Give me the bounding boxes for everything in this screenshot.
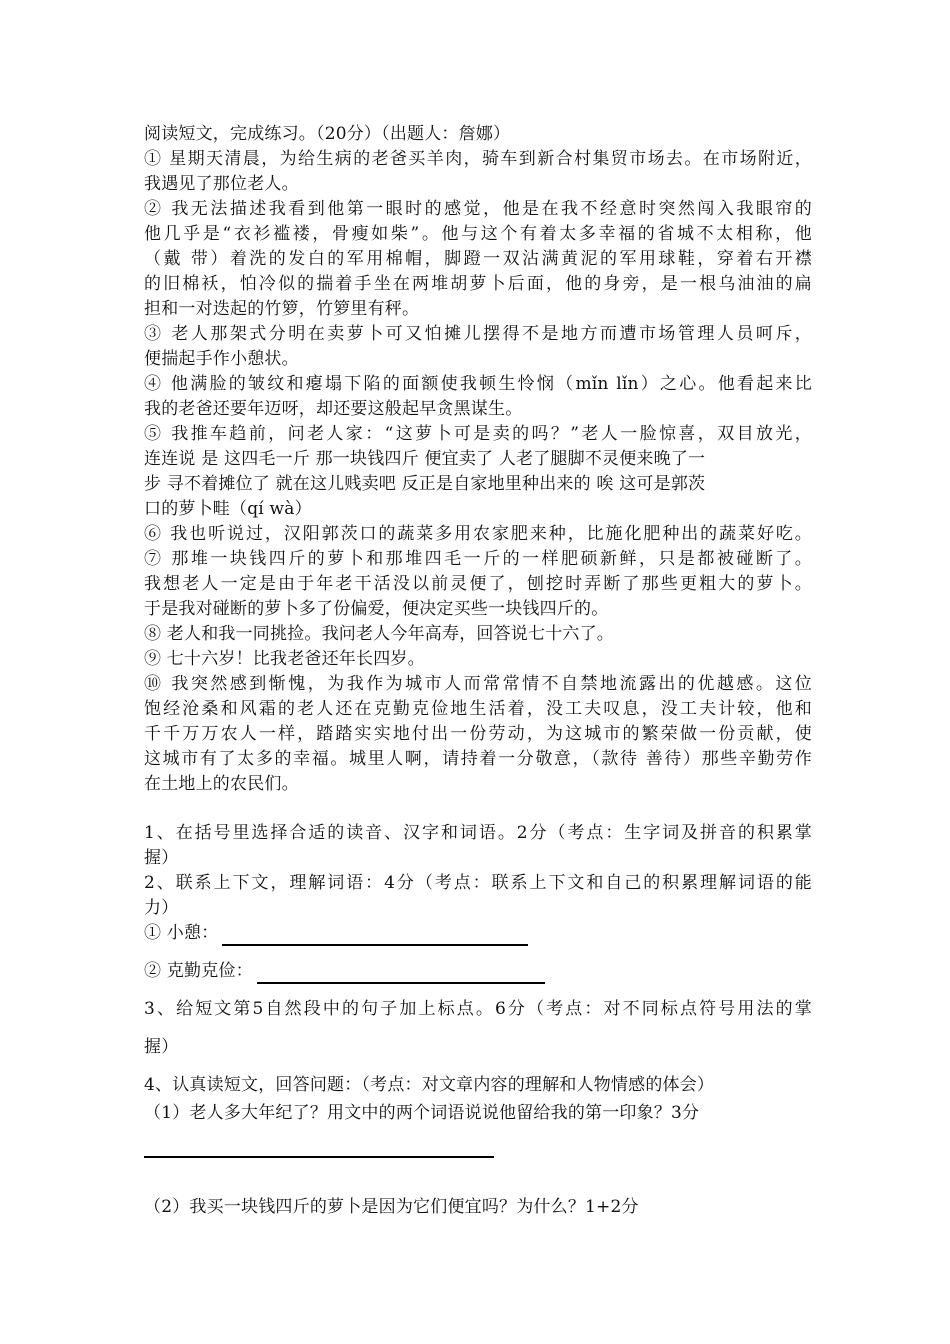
passage-line: 连连说 是 这四毛一斤 那一块钱四斤 便宜卖了 人老了腿脚不灵便来晚了一 bbox=[144, 449, 706, 469]
passage-line: ⑥ 我也听说过，汉阳郭茨口的蔬菜多用农家肥来种，比施化肥种出的蔬菜好吃。 bbox=[144, 524, 812, 544]
passage-line: 我想老人一定是由于年老干活没以前灵便了，刨挖时弄断了那些更粗大的萝卜。 bbox=[144, 574, 812, 594]
question-3-cont: 握） bbox=[144, 1037, 179, 1057]
question-3: 3、给短文第5自然段中的句子加上标点。6分（考点：对不同标点符号用法的掌 bbox=[144, 999, 812, 1019]
passage-line: ④ 他满脸的皱纹和瘪塌下陷的面额使我顿生怜悯（mǐn lǐn）之心。他看起来比 bbox=[144, 374, 812, 394]
question-4: 4、认真读短文，回答问题：（考点：对文章内容的理解和人物情感的体会） bbox=[144, 1075, 715, 1095]
passage-line: 千千万万农人一样，踏踏实实地付出一份劳动，为这城市的繁荣做一份贡献，使 bbox=[144, 724, 812, 744]
passage-line: ⑩ 我突然感到惭愧，为我作为城市人而常常情不自禁地流露出的优越感。这位 bbox=[144, 674, 812, 694]
question-2-cont: 力） bbox=[144, 898, 179, 918]
questions-section bbox=[144, 821, 812, 1220]
passage-line: 便揣起手作小憩状。 bbox=[144, 349, 299, 369]
question-1-cont: 握） bbox=[144, 848, 179, 868]
passage-line: ① 星期天清晨，为给生病的老爸买羊肉，骑车到新合村集贸市场去。在市场附近， bbox=[144, 149, 812, 169]
reading-passage bbox=[144, 147, 812, 797]
passage-line: ⑨ 七十六岁！比我老爸还年长四岁。 bbox=[144, 649, 425, 669]
question-4-2: （2）我买一块钱四斤的萝卜是因为它们便宜吗？为什么？1+2分 bbox=[144, 1197, 639, 1217]
answer-blank-2a[interactable] bbox=[222, 926, 528, 946]
exam-page bbox=[144, 122, 812, 1220]
passage-line: 这城市有了太多的幸福。城里人啊，请持着一分敬意，（款待 善待）那些辛勤劳作 bbox=[144, 749, 812, 769]
question-2a bbox=[144, 921, 812, 946]
passage-line: ② 我无法描述我看到他第一眼时的感觉，他是在我不经意时突然闯入我眼帘的 bbox=[144, 199, 812, 219]
passage-line: 饱经沧桑和风霜的老人还在克勤克俭地生活着，没工夫叹息，没工夫计较，他和 bbox=[144, 699, 812, 719]
passage-line: ③ 老人那架式分明在卖萝卜可又怕摊儿摆得不是地方而遭市场管理人员呵斥， bbox=[144, 324, 812, 344]
answer-blank-2b[interactable] bbox=[257, 964, 545, 984]
question-1: 1、在括号里选择合适的读音、汉字和词语。2分（考点：生字词及拼音的积累掌 bbox=[144, 823, 812, 843]
question-4-1: （1）老人多大年纪了？用文中的两个词语说说他留给我的第一印象？3分 bbox=[144, 1103, 700, 1123]
passage-line: 在土地上的农民们。 bbox=[144, 774, 299, 794]
passage-line: ⑧ 老人和我一同挑捡。我问老人今年高寿，回答说七十六了。 bbox=[144, 624, 615, 644]
question-2b bbox=[144, 959, 812, 984]
question-2b-label: ② 克勤克俭： bbox=[144, 961, 253, 981]
passage-line: 担和一对迭起的竹箩，竹箩里有秤。 bbox=[144, 299, 420, 319]
passage-line: 我的老爸还要年迈呀，却还要这般起早贪黑谋生。 bbox=[144, 399, 523, 419]
passage-line: 他几乎是“衣衫褴褛，骨瘦如柴”。他与这个有着太多幸福的省城不太相称，他 bbox=[144, 224, 812, 244]
passage-line: 步 寻不着摊位了 就在这儿贱卖吧 反正是自家地里种出来的 唉 这可是郭茨 bbox=[144, 474, 706, 494]
passage-line: 于是我对碰断的萝卜多了份偏爱，便决定买些一块钱四斤的。 bbox=[144, 599, 609, 619]
passage-line: ⑦ 那堆一块钱四斤的萝卜和那堆四毛一斤的一样肥硕新鲜，只是都被碰断了。 bbox=[144, 549, 812, 569]
question-2: 2、联系上下文，理解词语：4分（考点：联系上下文和自己的积累理解词语的能 bbox=[144, 873, 812, 893]
passage-line: （戴 带）着洗的发白的军用棉帽，脚蹬一双沾满黄泥的军用球鞋，穿着右开襟 bbox=[144, 249, 812, 269]
section-header: 阅读短文，完成练习。（20分）（出题人：詹娜） bbox=[144, 124, 511, 144]
passage-line: 口的萝卜畦（qí wà） bbox=[144, 499, 312, 519]
passage-line: 我遇见了那位老人。 bbox=[144, 174, 299, 194]
answer-blank-4-1[interactable] bbox=[144, 1132, 494, 1158]
question-2a-label: ① 小憩： bbox=[144, 923, 219, 943]
passage-line: 的旧棉袄，怕冷似的揣着手坐在两堆胡萝卜后面，他的身旁，是一根乌油油的扁 bbox=[144, 274, 812, 294]
passage-line: ⑤ 我推车趋前，问老人家：“这萝卜可是卖的吗？”老人一脸惊喜，双目放光， bbox=[144, 424, 812, 444]
spacer bbox=[144, 797, 812, 821]
